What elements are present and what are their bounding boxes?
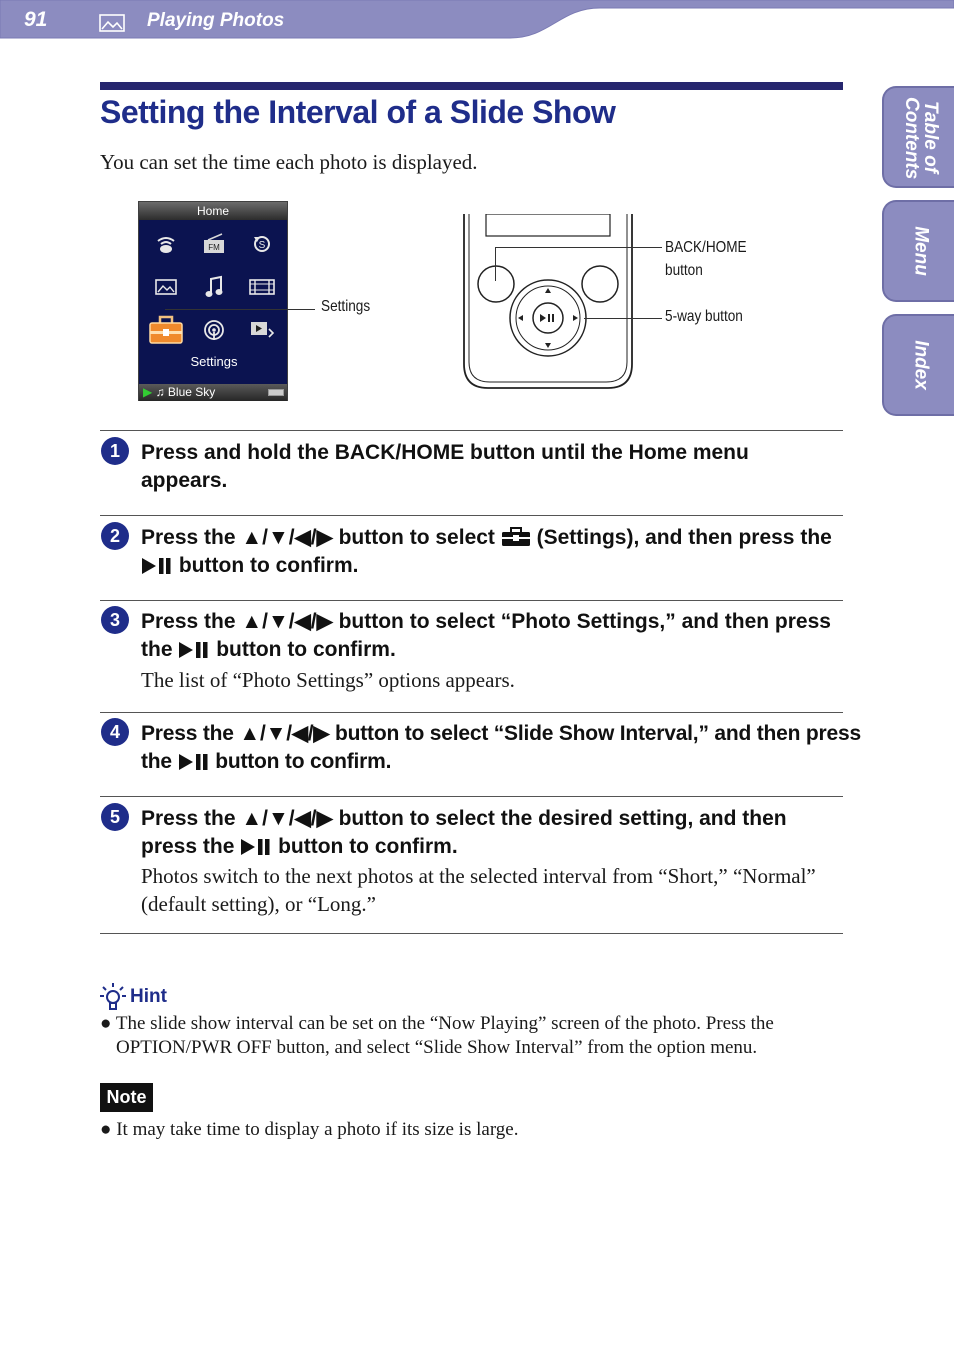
settings-toolbox-icon [147, 312, 185, 348]
music-note-icon: ♫ [155, 385, 165, 399]
step-1-instruction: Press and hold the BACK/HOME button until the Home menu appears. [141, 441, 749, 492]
header-band [0, 0, 954, 40]
tab-index[interactable] [882, 314, 954, 416]
page-header [0, 0, 954, 40]
five-way-callout-line [584, 318, 662, 319]
step-2-text-b: (Settings), and then press the [536, 526, 832, 549]
photo-icon [151, 272, 181, 302]
step-divider [100, 933, 843, 934]
step-number-badge: 4 [101, 718, 129, 746]
now-playing-bar [139, 384, 287, 401]
step-divider [100, 796, 843, 797]
step-2-instruction [141, 524, 841, 580]
step-number-badge: 2 [101, 522, 129, 550]
page-title: Setting the Interval of a Slide Show [100, 94, 616, 130]
video-icon [247, 272, 277, 302]
music-icon [199, 272, 229, 302]
shuffle-icon [247, 229, 277, 259]
lightbulb-icon [100, 982, 126, 1012]
step-number-badge: 5 [101, 803, 129, 831]
section-title: Playing Photos [147, 10, 285, 31]
play-indicator-icon: ▶ [143, 385, 153, 399]
back-home-callout-line1: BACK/HOME [665, 239, 747, 256]
selected-menu-label: Settings [190, 354, 238, 369]
step-number-badge: 3 [101, 606, 129, 634]
home-menu-screen [138, 201, 288, 401]
podcast-icon [151, 229, 181, 259]
page-number: 91 [24, 8, 48, 31]
step-divider [100, 430, 843, 431]
step-2-text-a: Press the ▲/▼/◀/▶ button to select [141, 526, 495, 549]
playlist-icon [247, 315, 277, 345]
tab-table-of-contents[interactable] [882, 86, 954, 188]
step-2-text-c: button to confirm. [178, 554, 359, 577]
hint-heading [100, 982, 167, 1012]
step-divider [100, 712, 843, 713]
title-rule [100, 82, 843, 90]
play-pause-icon [178, 641, 210, 659]
step-3-text-a: Press the ▲/▼/◀/▶ button to select “Photo Settings,” and then press the [141, 610, 831, 661]
hint-text: ● The slide show interval can be set on the “Now Playing” screen of the photo. Press the OPTION/PWR OFF button, and select “Slide Show Interval” from the option menu. [100, 1013, 774, 1058]
back-home-callout-stem [495, 247, 496, 281]
photo-icon [99, 14, 125, 32]
screen-header: Home [139, 202, 287, 220]
svg-text:FM: FM [208, 243, 220, 252]
step-number-badge: 1 [101, 437, 129, 465]
back-home-callout-line [496, 247, 662, 248]
play-pause-icon [178, 753, 210, 771]
wireless-icon [199, 315, 229, 345]
step-3-instruction [141, 608, 841, 664]
tab-label: Table of Contents [901, 97, 941, 180]
hint-label: Hint [130, 986, 167, 1007]
tab-label: Menu [910, 226, 932, 276]
battery-icon [268, 389, 284, 396]
now-playing-title: Blue Sky [167, 385, 216, 399]
step-4-instruction [141, 720, 861, 776]
note-badge: Note [100, 1083, 153, 1112]
step-5-instruction [141, 805, 841, 861]
note-text: ● It may take time to display a photo if its size is large. [100, 1119, 519, 1140]
fm-radio-icon [199, 229, 229, 259]
play-pause-icon [141, 557, 173, 575]
step-5-text-a: Press the ▲/▼/◀/▶ button to select the desired setting, and then press the [141, 807, 787, 858]
back-home-callout-line2: button [665, 262, 703, 279]
step-divider [100, 600, 843, 601]
tab-label: Index [910, 340, 932, 390]
step-4-text-a: Press the ▲/▼/◀/▶ button to select “Slide Show Interval,” and then press the [141, 722, 861, 773]
five-way-callout: 5-way button [665, 308, 743, 325]
settings-callout: Settings [321, 298, 371, 315]
intro-text: You can set the time each photo is displayed. [100, 150, 478, 174]
svg-text:S: S [258, 240, 266, 251]
settings-callout-line [165, 309, 315, 310]
settings-toolbox-icon [501, 527, 531, 547]
step-divider [100, 515, 843, 516]
player-device-illustration [460, 214, 640, 394]
step-5-result: Photos switch to the next photos at the selected interval from “Short,” “Normal” (default setting), or “Long.” [141, 864, 816, 916]
step-3-text-b: button to confirm. [216, 638, 396, 661]
tab-menu[interactable] [882, 200, 954, 302]
play-pause-icon [240, 838, 272, 856]
step-5-text-b: button to confirm. [278, 835, 458, 858]
step-3-result: The list of “Photo Settings” options appears. [141, 668, 515, 692]
step-4-text-b: button to confirm. [215, 750, 392, 773]
